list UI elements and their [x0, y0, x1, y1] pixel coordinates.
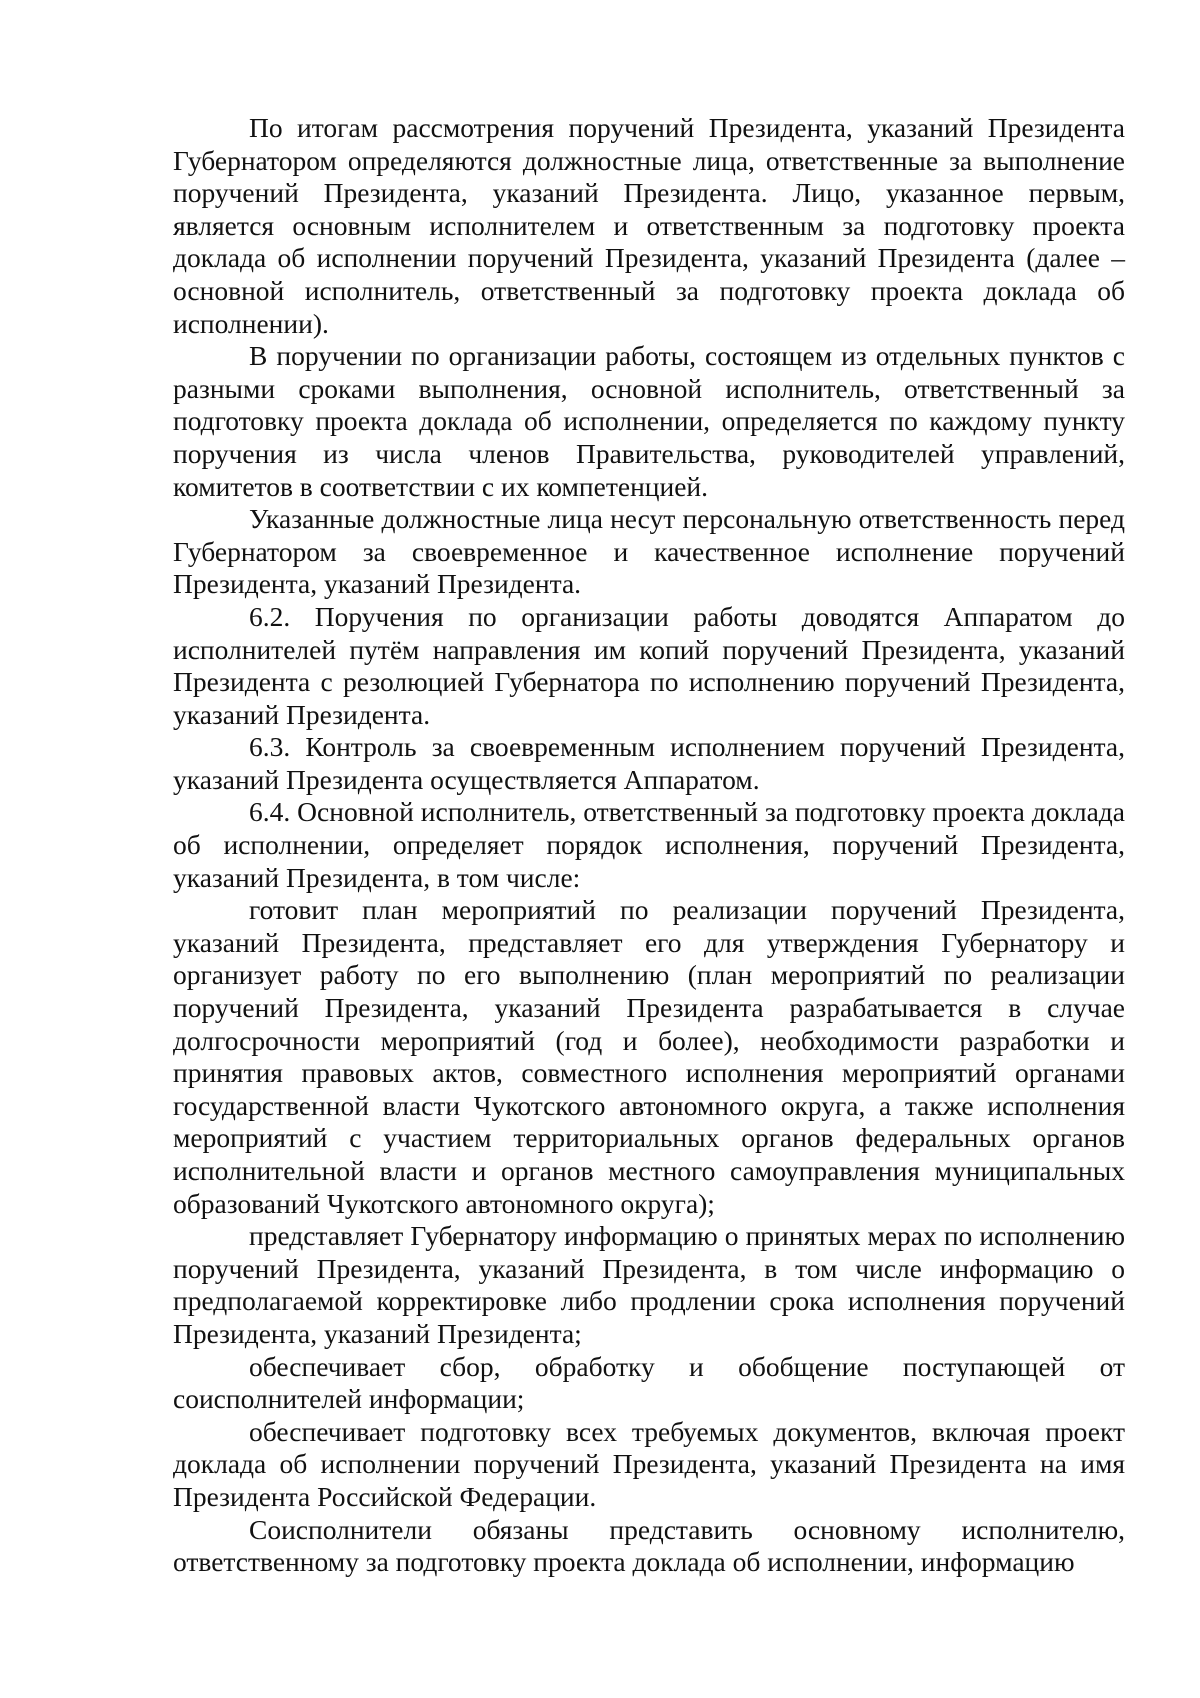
paragraph: обеспечивает сбор, обработку и обобщение поступающей от соисполнителей информации; [173, 1350, 1125, 1415]
paragraph: Указанные должностные лица несут персональную ответственность перед Губернатором за своевременное и качественное исполнение поручений Президента, указаний Президента. [173, 503, 1125, 600]
paragraph: 6.3. Контроль за своевременным исполнением поручений Президента, указаний Президента осуществляется Аппаратом. [173, 731, 1125, 795]
paragraph: готовит план мероприятий по реализации поручений Президента, указаний Президента, представляет его для утверждения Губернатору и организует работу по его выполнению (план мероприятий по реализации поручений Президента, указаний Президента разрабатывается в случае долгосрочности мероприятий (год и более), необходимости разработки и принятия правовых актов, совместного исполнения мероприятий органами государственной власти Чукотского автономного округа, а также исполнения мероприятий с участием территориальных органов федеральных органов исполнительной власти и органов местного самоуправления муниципальных образований Чукотского автономного округа); [173, 894, 1125, 1219]
paragraph: В поручении по организации работы, состоящем из отдельных пунктов с разными сроками выполнения, основной исполнитель, ответственный за подготовку проекта доклада об исполнении, определяется по каждому пункту поручения из числа членов Правительства, руководителей управлений, комитетов в соответствии с их компетенцией. [173, 340, 1125, 502]
paragraph: обеспечивает подготовку всех требуемых документов, включая проект доклада об исполнении поручений Президента, указаний Президента на имя Президента Российской Федерации. [173, 1415, 1125, 1512]
paragraph: 6.4. Основной исполнитель, ответственный за подготовку проекта доклада об исполнении, определяет порядок исполнения, поручений Президента, указаний Президента, в том числе: [173, 796, 1125, 893]
document-body [173, 112, 1125, 1579]
paragraph-last: Соисполнители обязаны представить основному исполнителю, ответственному за подготовку проекта доклада об исполнении, информацию [173, 1513, 1125, 1578]
paragraph: 6.2. Поручения по организации работы доводятся Аппаратом до исполнителей путём направления им копий поручений Президента, указаний Президента с резолюцией Губернатора по исполнению поручений Президента, указаний Президента. [173, 600, 1125, 730]
paragraph: представляет Губернатору информацию о принятых мерах по исполнению поручений Президента, указаний Президента, в том числе информацию о предполагаемой корректировке либо продлении срока исполнения поручений Президента, указаний Президента; [173, 1220, 1125, 1349]
paragraph: По итогам рассмотрения поручений Президента, указаний Президента Губернатором определяются должностные лица, ответственные за выполнение поручений Президента, указаний Президента. Лицо, указанное первым, является основным исполнителем и ответственным за подготовку проекта доклада об исполнении поручений Президента, указаний Президента (далее – основной исполнитель, ответственный за подготовку проекта доклада об исполнении). [173, 112, 1125, 339]
